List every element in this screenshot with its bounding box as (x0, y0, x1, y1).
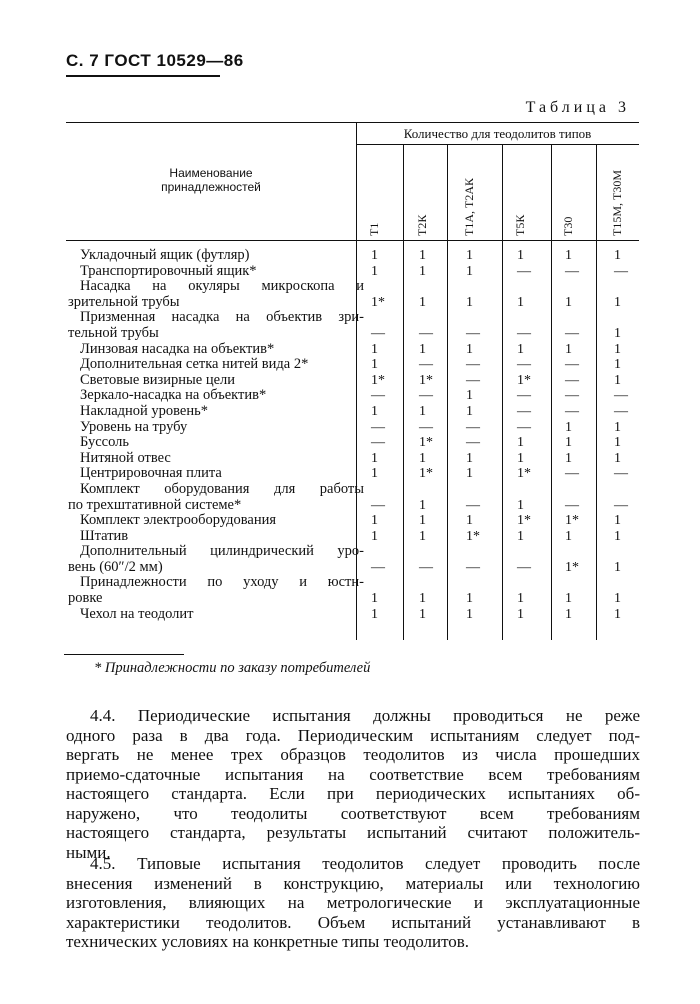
table-row (66, 357, 639, 373)
table-cell: 1 (565, 591, 572, 607)
table-top-rule (66, 122, 639, 123)
table-row (66, 388, 639, 404)
table-cell: 1 (614, 294, 621, 310)
table-row (66, 404, 639, 420)
row-name-line: Транспортировочный ящик* (80, 262, 257, 279)
table-cell: — (371, 435, 385, 451)
table-cell: — (371, 497, 385, 513)
table-cell: — (371, 388, 385, 404)
table-cell: 1 (614, 248, 621, 263)
table-cell: — (565, 325, 579, 341)
table-cell: 1 (614, 357, 621, 373)
table-cell: — (466, 419, 480, 435)
table-cell: — (517, 263, 531, 279)
row-name-line: Накладной уровень* (80, 402, 208, 419)
table-row (66, 513, 639, 529)
row-name-line: Нитяной отвес (80, 449, 171, 466)
table-cell: 1 (517, 294, 524, 310)
table-cell: — (419, 419, 433, 435)
table-cell: — (371, 325, 385, 341)
table-cell: 1* (419, 372, 433, 388)
table-cell: — (565, 466, 579, 482)
table-row (66, 482, 639, 513)
table-cell: 1 (614, 559, 621, 575)
page-header: С. 7 ГОСТ 10529—86 (66, 51, 244, 70)
row-name-line: Уровень на трубу (80, 418, 188, 435)
table-row (66, 575, 639, 606)
table-cell: — (466, 325, 480, 341)
table-cell: — (419, 357, 433, 373)
table-cell: — (419, 388, 433, 404)
table-cell: 1 (614, 528, 621, 544)
table-cell: 1 (419, 341, 426, 357)
row-name (80, 248, 366, 264)
table-cell: 1 (466, 294, 473, 310)
row-name-line: Комплект электрооборудования (80, 512, 277, 529)
table-cell: 1 (614, 435, 621, 451)
table-cell: 1 (614, 606, 621, 622)
row-name-line: Принадлежности по уходу и юстн- (80, 574, 364, 591)
table-cell: 1 (371, 513, 378, 529)
name-header-line-2: принадлежностей (161, 180, 261, 194)
row-name-line: Линзовая насадка на объектив* (80, 340, 275, 357)
table-header-rule (66, 240, 639, 241)
paragraph-line: изготовления, влияющих на метрологические и эксплуатационные (66, 893, 640, 912)
table-cell: 1* (517, 513, 531, 529)
table-row (66, 435, 639, 451)
table-cell: 1 (466, 388, 473, 404)
table-cell: — (371, 419, 385, 435)
table-caption: Таблица 3 (525, 99, 630, 116)
row-name (80, 373, 366, 389)
row-name (80, 264, 366, 280)
table-cell: 1 (614, 591, 621, 607)
table-cell: — (517, 403, 531, 419)
row-name-line: Световые визирные цели (80, 371, 236, 388)
table-cell: 1 (466, 403, 473, 419)
table-cell: — (565, 372, 579, 388)
table-cell: 1 (466, 263, 473, 279)
paragraph-line: характеристики теодолитов. Объем испытаний устанавливают в (66, 912, 640, 932)
table-body (66, 248, 639, 622)
table-cell: — (466, 372, 480, 388)
table-cell: 1 (371, 357, 378, 373)
table-cell: — (614, 388, 628, 404)
paragraph-4-5 (66, 854, 640, 952)
table-cell: 1 (371, 403, 378, 419)
table-cell: — (517, 419, 531, 435)
table-cell: 1* (466, 528, 480, 544)
table-cell: — (517, 325, 531, 341)
table-cell: 1 (614, 341, 621, 357)
table-cell: — (565, 403, 579, 419)
row-name (68, 543, 364, 575)
table-cell: 1 (466, 513, 473, 529)
column-header-label: Т5К (513, 214, 527, 236)
table-row (66, 451, 639, 467)
table-cell: 1 (466, 341, 473, 357)
table-cell: 1 (466, 591, 473, 607)
table-row (66, 420, 639, 436)
table-cell: — (517, 559, 531, 575)
table-cell: 1 (419, 294, 426, 310)
row-name (80, 529, 366, 545)
row-name-line: тельной трубы (68, 324, 159, 341)
row-name (68, 278, 364, 310)
row-name-line: Укладочный ящик (футляр) (80, 247, 250, 263)
row-name-line: Насадка на окуляры микроскопа и (80, 278, 364, 295)
row-name-line: Зеркало-насадка на объектив* (80, 387, 267, 404)
table-cell: 1 (614, 513, 621, 529)
row-name-line: Буссоль (80, 434, 129, 451)
paragraph-line: настоящего стандарта. Если при периодических испытаниях об- (66, 784, 640, 803)
footnote-rule (64, 654, 184, 655)
row-name-line: Призменная насадка на объектив зри- (80, 309, 364, 326)
table-cell: 1 (419, 248, 426, 263)
table-cell: — (517, 388, 531, 404)
table-cell: 1 (419, 528, 426, 544)
table-cell: 1* (371, 372, 385, 388)
row-name-line: Дополнительный цилиндрический уро- (80, 543, 364, 560)
table-cell: 1 (371, 248, 378, 263)
table-cell: 1* (517, 372, 531, 388)
paragraph-line: ными. (66, 842, 111, 862)
table-cell: 1 (371, 466, 378, 482)
row-name (80, 513, 366, 529)
table-group-header: Количество для теодолитов типов (403, 126, 592, 141)
table-cell: 1 (517, 591, 524, 607)
table-cell: — (466, 357, 480, 373)
table-cell: — (371, 559, 385, 575)
table-cell: 1 (565, 248, 572, 263)
table-cell: 1 (565, 528, 572, 544)
row-name-line: по трехштативной системе* (68, 496, 242, 513)
table-cell: 1* (517, 466, 531, 482)
table-cell: — (466, 559, 480, 575)
table-cell: — (614, 263, 628, 279)
accessories-table (66, 122, 639, 640)
table-row (66, 373, 639, 389)
row-name-line: ровке (68, 590, 103, 607)
table-row (66, 607, 639, 623)
table-cell: 1 (419, 450, 426, 466)
table-row (66, 529, 639, 545)
table-cell: — (614, 497, 628, 513)
paragraph-line: одного раза в два года. Периодическим испытаниям следует под- (66, 725, 640, 745)
table-cell: 1 (614, 372, 621, 388)
table-cell: — (419, 559, 433, 575)
row-name-line: вень (60″/2 мм) (68, 558, 163, 575)
table-cell: 1 (419, 403, 426, 419)
row-name (80, 404, 366, 420)
row-name (68, 309, 364, 341)
table-cell: 1 (371, 341, 378, 357)
table-cell: 1 (466, 248, 473, 263)
row-name (80, 435, 366, 451)
table-cell: 1 (371, 606, 378, 622)
header-underline (66, 75, 220, 77)
table-cell: — (565, 497, 579, 513)
table-cell: 1 (565, 341, 572, 357)
row-name-line: Штатив (80, 527, 129, 544)
table-cell: 1 (565, 450, 572, 466)
paragraph-line: наружено, что теодолиты соответствуют всем требованиям (66, 803, 640, 823)
row-name (80, 607, 366, 623)
table-row (66, 264, 639, 280)
paragraph-line: приемо-сдаточные испытания на соответствие всем требованиям (66, 764, 640, 784)
row-name (68, 574, 364, 607)
paragraph-line: внесения изменений в конструкцию, материалы или технологию (66, 873, 640, 893)
table-cell: — (466, 497, 480, 513)
column-header-label: Т2К (415, 214, 429, 236)
table-cell: 1 (517, 341, 524, 357)
table-cell: — (517, 357, 531, 373)
paragraph-line: вергать не менее трех образцов теодолитов из числа прошедших (66, 745, 640, 764)
row-name (80, 466, 366, 482)
table-cell: — (565, 357, 579, 373)
column-header-label: Т1 (367, 222, 381, 236)
table-cell: 1 (419, 606, 426, 622)
table-cell: 1 (466, 466, 473, 482)
row-name (80, 342, 366, 358)
footnote: * Принадлежности по заказу потребителей (94, 660, 371, 676)
row-name-line: Комплект оборудования для работы (80, 480, 364, 497)
row-name (80, 420, 366, 436)
table-cell: 1 (565, 294, 572, 310)
table-cell: 1* (419, 466, 433, 482)
paragraph-line: 4.4. Периодические испытания должны проводиться не реже (90, 706, 640, 725)
table-cell: 1 (517, 497, 524, 513)
table-cell: 1 (565, 435, 572, 451)
table-cell: 1 (517, 450, 524, 466)
column-header-label: Т15М, Т30М (610, 170, 624, 236)
table-cell: 1 (466, 450, 473, 466)
table-cell: 1 (517, 528, 524, 544)
table-cell: 1 (371, 528, 378, 544)
table-row (66, 466, 639, 482)
table-cell: 1 (565, 606, 572, 622)
name-header-line-1: Наименование (169, 166, 253, 180)
table-cell: 1 (371, 450, 378, 466)
table-cell: — (565, 263, 579, 279)
table-name-header (66, 166, 356, 194)
row-name (68, 480, 364, 513)
table-row (66, 342, 639, 358)
row-name (80, 357, 366, 373)
row-name-line: зрительной трубы (68, 293, 180, 310)
table-cell: — (565, 388, 579, 404)
table-cell: 1 (371, 263, 378, 279)
table-cell: 1 (419, 591, 426, 607)
table-cell: 1 (466, 606, 473, 622)
table-cell: — (614, 466, 628, 482)
table-cell: 1 (517, 248, 524, 263)
table-cell: 1 (517, 435, 524, 451)
table-cell: 1* (371, 294, 385, 310)
table-cell: 1 (614, 450, 621, 466)
table-cell: — (466, 435, 480, 451)
table-row (66, 248, 639, 264)
table-cell: 1 (565, 419, 572, 435)
row-name-line: Дополнительная сетка нитей вида 2* (80, 356, 309, 373)
row-name-line: Чехол на теодолит (80, 605, 194, 622)
table-cell: 1 (614, 325, 621, 341)
column-header-label: Т30 (561, 216, 575, 236)
table-row (66, 544, 639, 575)
table-row (66, 310, 639, 341)
paragraph-line: настоящего стандарта, результаты испытаний считают положитель- (66, 823, 640, 842)
row-name-line: Центрировочная плита (80, 465, 222, 482)
table-cell: 1 (517, 606, 524, 622)
row-name (80, 451, 366, 467)
column-header-label: Т1А, Т2АК (462, 178, 476, 236)
table-cell: 1* (419, 435, 433, 451)
table-cell: 1* (565, 559, 579, 575)
table-cell: 1 (419, 263, 426, 279)
table-cell: 1 (419, 513, 426, 529)
paragraph-line: технических условиях на конкретные типы теодолитов. (66, 932, 470, 951)
table-cell: — (419, 325, 433, 341)
row-name (80, 388, 366, 404)
table-cell: 1 (614, 419, 621, 435)
table-cell: — (614, 403, 628, 419)
table-cell: 1 (419, 497, 426, 513)
paragraph-4-4 (66, 706, 640, 862)
table-row (66, 279, 639, 310)
paragraph-line: 4.5. Типовые испытания теодолитов следует проводить после (90, 854, 640, 873)
table-cell: 1 (371, 591, 378, 607)
table-cell: 1* (565, 513, 579, 529)
